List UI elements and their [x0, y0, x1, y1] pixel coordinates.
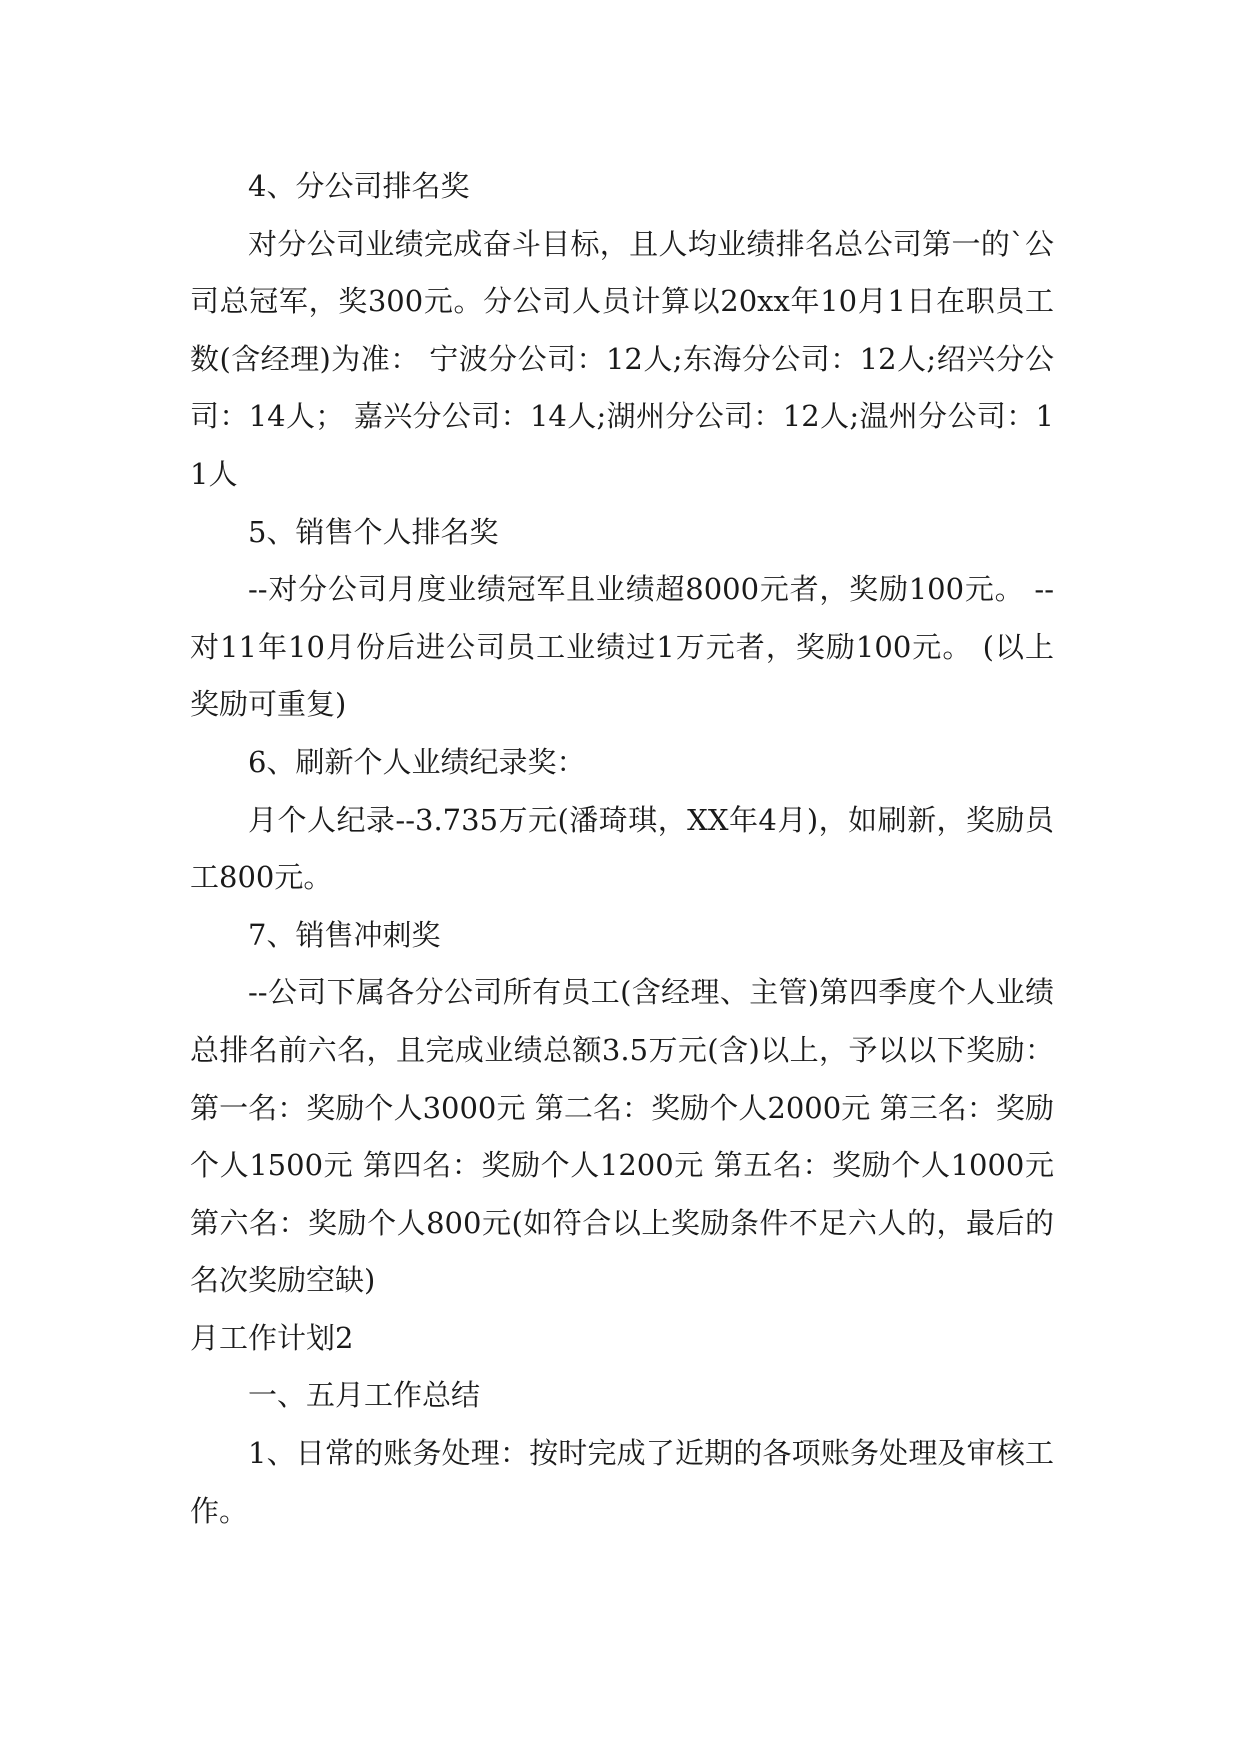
heading-personal-ranking-award: 5、销售个人排名奖 — [248, 514, 499, 549]
document-page — [190, 158, 1054, 1540]
heading-sprint-award: 7、销售冲刺奖 — [248, 917, 441, 952]
paragraph-record-rules: 月个人纪录--3.735万元(潘琦琪，XX年4月)，如刷新，奖励员工800元。 — [190, 802, 1054, 895]
title-work-plan-2: 月工作计划2 — [190, 1320, 354, 1355]
heading-may-summary: 一、五月工作总结 — [248, 1378, 481, 1413]
heading-record-award: 6、刷新个人业绩纪录奖： — [248, 744, 586, 779]
paragraph-daily-accounting: 1、日常的账务处理：按时完成了近期的各项账务处理及审核工作。 — [190, 1436, 1054, 1528]
paragraph-sprint-rules: --公司下属各分公司所有员工(含经理、主管)第四季度个人业绩总排名前六名，且完成业绩总额3.5万元(含)以上，予以以下奖励： 第一名：奖励个人3000元 第二名：奖励个人2000元 第三名：奖励个人1500元 第四名：奖励个人1200元 第五名：奖励个人1000元 第六名：奖励个人800元(如符合以上奖励条件不足六人的，最后的名次奖励空缺) — [190, 975, 1054, 1298]
paragraph-branch-ranking-rules: 对分公司业绩完成奋斗目标，且人均业绩排名总公司第一的`公司总冠军，奖300元。分公司人员计算以20xx年10月1日在职员工数(含经理)为准： 宁波分公司：12人;东海分公司：12人;绍兴分公司：14人； 嘉兴分公司：14人;湖州分公司：12人;温州分公司：11人 — [190, 226, 1054, 491]
paragraph-personal-ranking-rules: --对分公司月度业绩冠军且业绩超8000元者，奖励100元。 --对11年10月份后进公司员工业绩过1万元者，奖励100元。 (以上奖励可重复) — [190, 572, 1054, 722]
heading-branch-ranking-award: 4、分公司排名奖 — [248, 169, 470, 203]
